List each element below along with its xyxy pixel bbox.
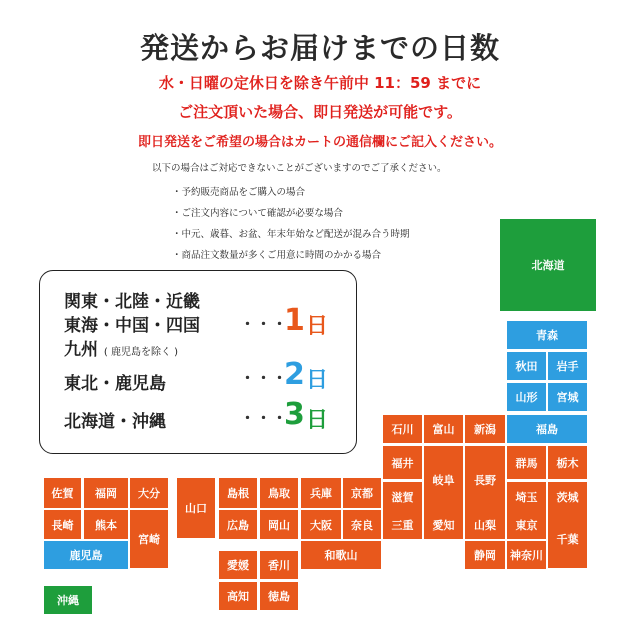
pref-shiga: 滋賀 (383, 482, 422, 512)
pref-fukui: 福井 (383, 446, 422, 479)
pref-kumamoto: 熊本 (84, 510, 128, 539)
pref-nagasaki: 長崎 (44, 510, 81, 539)
pref-okayama: 岡山 (260, 510, 298, 539)
legend-three-day-label: 北海道・沖縄 (64, 412, 166, 432)
pref-akita: 秋田 (507, 352, 546, 380)
legend-one-day-kyushu: 九州 (64, 340, 98, 360)
legend-three-day-unit: 日 (306, 408, 329, 433)
pref-tottori: 鳥取 (260, 478, 298, 508)
exceptions-intro: 以下の場合はご対応できないことがございますのでご了承ください。 (152, 163, 447, 174)
legend-two-day-label: 東北・鹿児島 (64, 374, 166, 394)
legend-two-day-unit: 日 (306, 368, 329, 393)
pref-kochi: 高知 (219, 582, 257, 610)
pref-toyama: 富山 (424, 415, 463, 443)
legend-three-day-number: 3 (284, 397, 305, 432)
pref-tokyo: 東京 (507, 510, 546, 539)
pref-kanagawa: 神奈川 (507, 541, 546, 569)
exception-item: ・ ご注文内容について確認が必要な場合 (172, 203, 410, 224)
pref-tochigi: 栃木 (548, 446, 587, 479)
legend-one-day-dots: ・・・ (240, 315, 289, 333)
pref-saitama: 埼玉 (507, 482, 546, 512)
pref-oita: 大分 (130, 478, 168, 508)
pref-ehime: 愛媛 (219, 551, 257, 579)
pref-miyagi: 宮城 (548, 383, 587, 411)
pref-aichi: 愛知 (424, 510, 463, 539)
pref-wakayama: 和歌山 (301, 541, 381, 569)
legend-two-day-number: 2 (284, 357, 305, 392)
pref-kagawa: 香川 (260, 551, 298, 579)
pref-fukushima: 福島 (507, 415, 587, 443)
pref-shimane: 島根 (219, 478, 257, 508)
legend-one-day-line-2: 東海・中国・四国 (64, 316, 200, 336)
pref-nara: 奈良 (343, 510, 381, 539)
pref-fukuoka: 福岡 (84, 478, 128, 508)
pref-hyogo: 兵庫 (301, 478, 341, 508)
pref-yamagata: 山形 (507, 383, 546, 411)
pref-ishikawa: 石川 (383, 415, 422, 443)
pref-saga: 佐賀 (44, 478, 81, 508)
pref-osaka: 大阪 (301, 510, 341, 539)
pref-chiba: 千葉 (548, 510, 587, 568)
legend-two-day-dots: ・・・ (240, 369, 289, 387)
pref-okinawa: 沖縄 (44, 586, 92, 614)
pref-miyazaki: 宮崎 (130, 510, 168, 568)
legend-one-day-line-1: 関東・北陸・近畿 (64, 292, 200, 312)
pref-nagano: 長野 (465, 446, 505, 513)
pref-yamaguchi: 山口 (177, 478, 215, 538)
pref-ibaraki: 茨城 (548, 482, 587, 512)
page-title: 発送からお届けまでの日数 (139, 31, 500, 65)
pref-kagoshima: 鹿児島 (44, 541, 128, 569)
pref-hokkaido: 北海道 (500, 219, 596, 311)
exception-item: ・ 商品注文数量が多くご用意に時間のかかる場合 (172, 245, 410, 266)
pref-mie: 三重 (383, 510, 422, 539)
notice-line-3: 即日発送をご希望の場合はカートの通信欄にご記入ください。 (137, 135, 502, 150)
pref-gunma: 群馬 (507, 446, 546, 479)
pref-iwate: 岩手 (548, 352, 587, 380)
pref-gifu: 岐阜 (424, 446, 463, 513)
pref-shizuoka: 静岡 (465, 541, 505, 569)
legend-one-day-note: ( 鹿児島を除く ) (103, 347, 179, 358)
legend-one-day-line-3 (64, 335, 178, 360)
pref-kyoto: 京都 (343, 478, 381, 508)
pref-yamanashi: 山梨 (465, 510, 505, 539)
exception-item: ・ 予約販売商品をご購入の場合 (172, 182, 410, 203)
notice-line-1: 水・日曜の定休日を除き午前中 11：59 までに (158, 74, 482, 92)
delivery-legend-box (39, 270, 357, 454)
legend-three-day-dots: ・・・ (240, 409, 289, 427)
legend-one-day-number: 1 (284, 303, 305, 338)
pref-hiroshima: 広島 (219, 510, 257, 539)
exception-item: ・ 中元、歳暮、お盆、年末年始など配送が混み合う時期 (172, 224, 410, 245)
legend-one-day-unit: 日 (306, 314, 329, 339)
pref-aomori: 青森 (507, 321, 587, 349)
exceptions-list (172, 182, 410, 266)
notice-line-2: ご注文頂いた場合、即日発送が可能です。 (178, 103, 462, 121)
pref-niigata: 新潟 (465, 415, 505, 443)
pref-tokushima: 徳島 (260, 582, 298, 610)
